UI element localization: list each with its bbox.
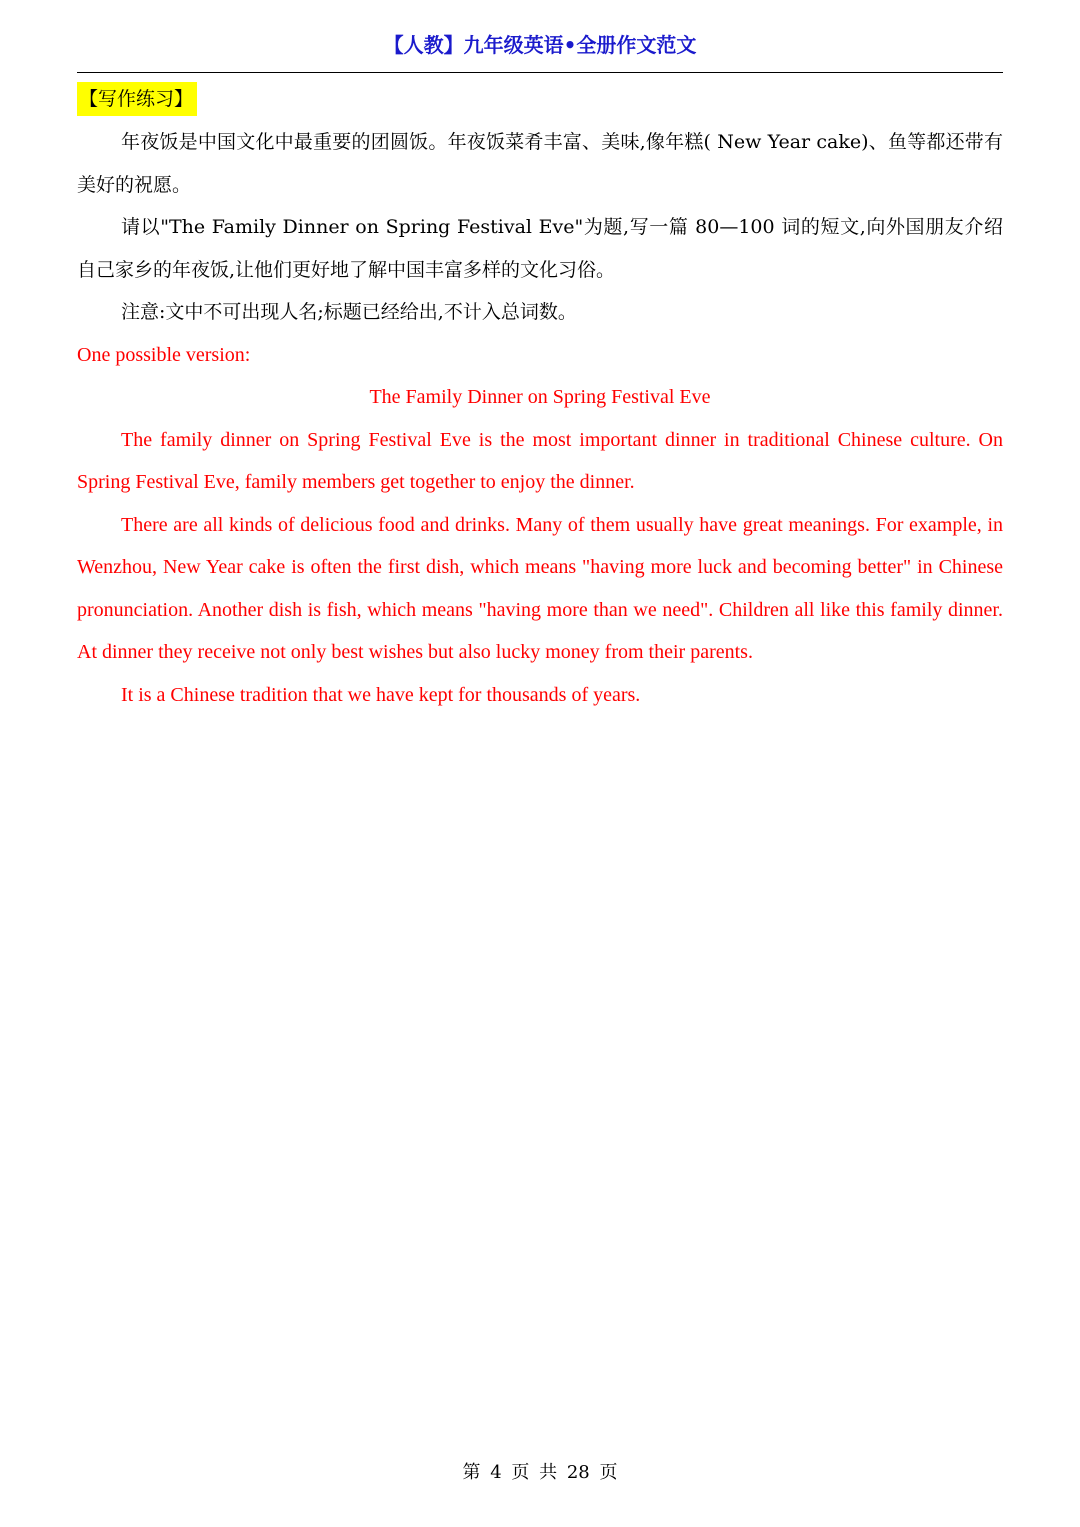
answer-label: One possible version: [77,343,251,366]
essay-title: The Family Dinner on Spring Festival Eve [369,386,711,408]
page-number-footer: 第 4 页 共 28 页 [462,1462,618,1483]
page-content [77,78,1003,716]
document-header-title: 【人教】九年级英语•全册作文范文 [383,33,697,57]
essay-paragraph-1: The family dinner on Spring Festival Eve is the most important dinner in traditional Chinese culture. On Spring Festival Eve, family members get together to enjoy the dinner. [77,428,1003,493]
essay-paragraph-2: There are all kinds of delicious food and drinks. Many of them usually have great meanings. For example, in Wenzhou, New Year cake is often the first dish, which means "having more luck and becoming better" in Chinese pronunciation. Another dish is fish, which means "having more than we need". Children all like this family dinner. At dinner they receive not only best wishes but also lucky money from their parents. [77,513,1003,663]
prompt-paragraph-1: 年夜饭是中国文化中最重要的团圆饭。年夜饭菜肴丰富、美味,像年糕( New Year cake)、鱼等都还带有美好的祝愿。 [77,131,1003,196]
prompt-paragraph-2: 请以"The Family Dinner on Spring Festival Eve"为题,写一篇 80—100 词的短文,向外国朋友介绍自己家乡的年夜饭,让他们更好地了解中国丰富多样的文化习俗。 [77,216,1003,281]
prompt-paragraph-3: 注意:文中不可出现人名;标题已经给出,不计入总词数。 [121,301,577,323]
header-divider [77,72,1003,73]
section-tag-writing-practice: 【写作练习】 [77,82,197,116]
essay-paragraph-3: It is a Chinese tradition that we have kept for thousands of years. [121,683,641,706]
